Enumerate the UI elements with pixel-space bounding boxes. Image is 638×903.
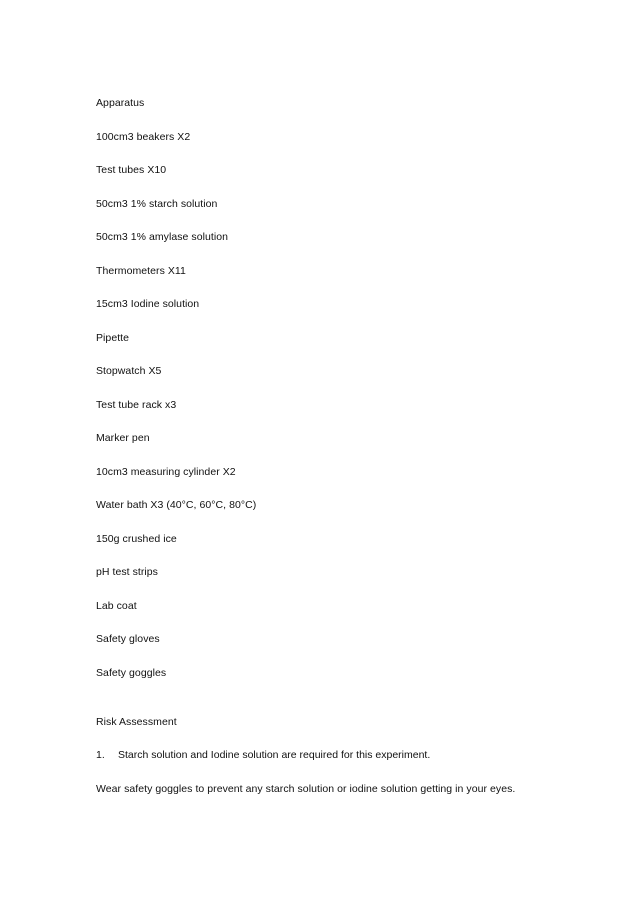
apparatus-item: 50cm3 1% amylase solution xyxy=(96,231,228,243)
apparatus-item: 150g crushed ice xyxy=(96,533,177,545)
apparatus-item: pH test strips xyxy=(96,566,158,578)
apparatus-item: Marker pen xyxy=(96,432,150,444)
apparatus-item: 15cm3 Iodine solution xyxy=(96,298,200,310)
apparatus-item: Test tubes X10 xyxy=(96,164,167,176)
risk-point-text: Starch solution and Iodine solution are required for this experiment. xyxy=(118,749,431,761)
apparatus-item: Safety goggles xyxy=(96,667,167,679)
risk-assessment-heading: Risk Assessment xyxy=(96,716,177,728)
apparatus-item: Stopwatch X5 xyxy=(96,365,162,377)
apparatus-item: Test tube rack x3 xyxy=(96,399,177,411)
apparatus-item: 100cm3 beakers X2 xyxy=(96,131,191,143)
risk-point-number: 1. xyxy=(96,749,105,761)
apparatus-item: Thermometers X11 xyxy=(96,265,186,277)
apparatus-item: 50cm3 1% starch solution xyxy=(96,198,218,210)
apparatus-item: Pipette xyxy=(96,332,130,344)
apparatus-item: Water bath X3 (40°C, 60°C, 80°C) xyxy=(96,499,257,511)
apparatus-item: Lab coat xyxy=(96,600,137,612)
apparatus-item: Safety gloves xyxy=(96,633,160,645)
apparatus-heading: Apparatus xyxy=(96,97,145,109)
apparatus-item: 10cm3 measuring cylinder X2 xyxy=(96,466,236,478)
risk-advice: Wear safety goggles to prevent any starch solution or iodine solution getting in your eyes. xyxy=(96,783,516,795)
